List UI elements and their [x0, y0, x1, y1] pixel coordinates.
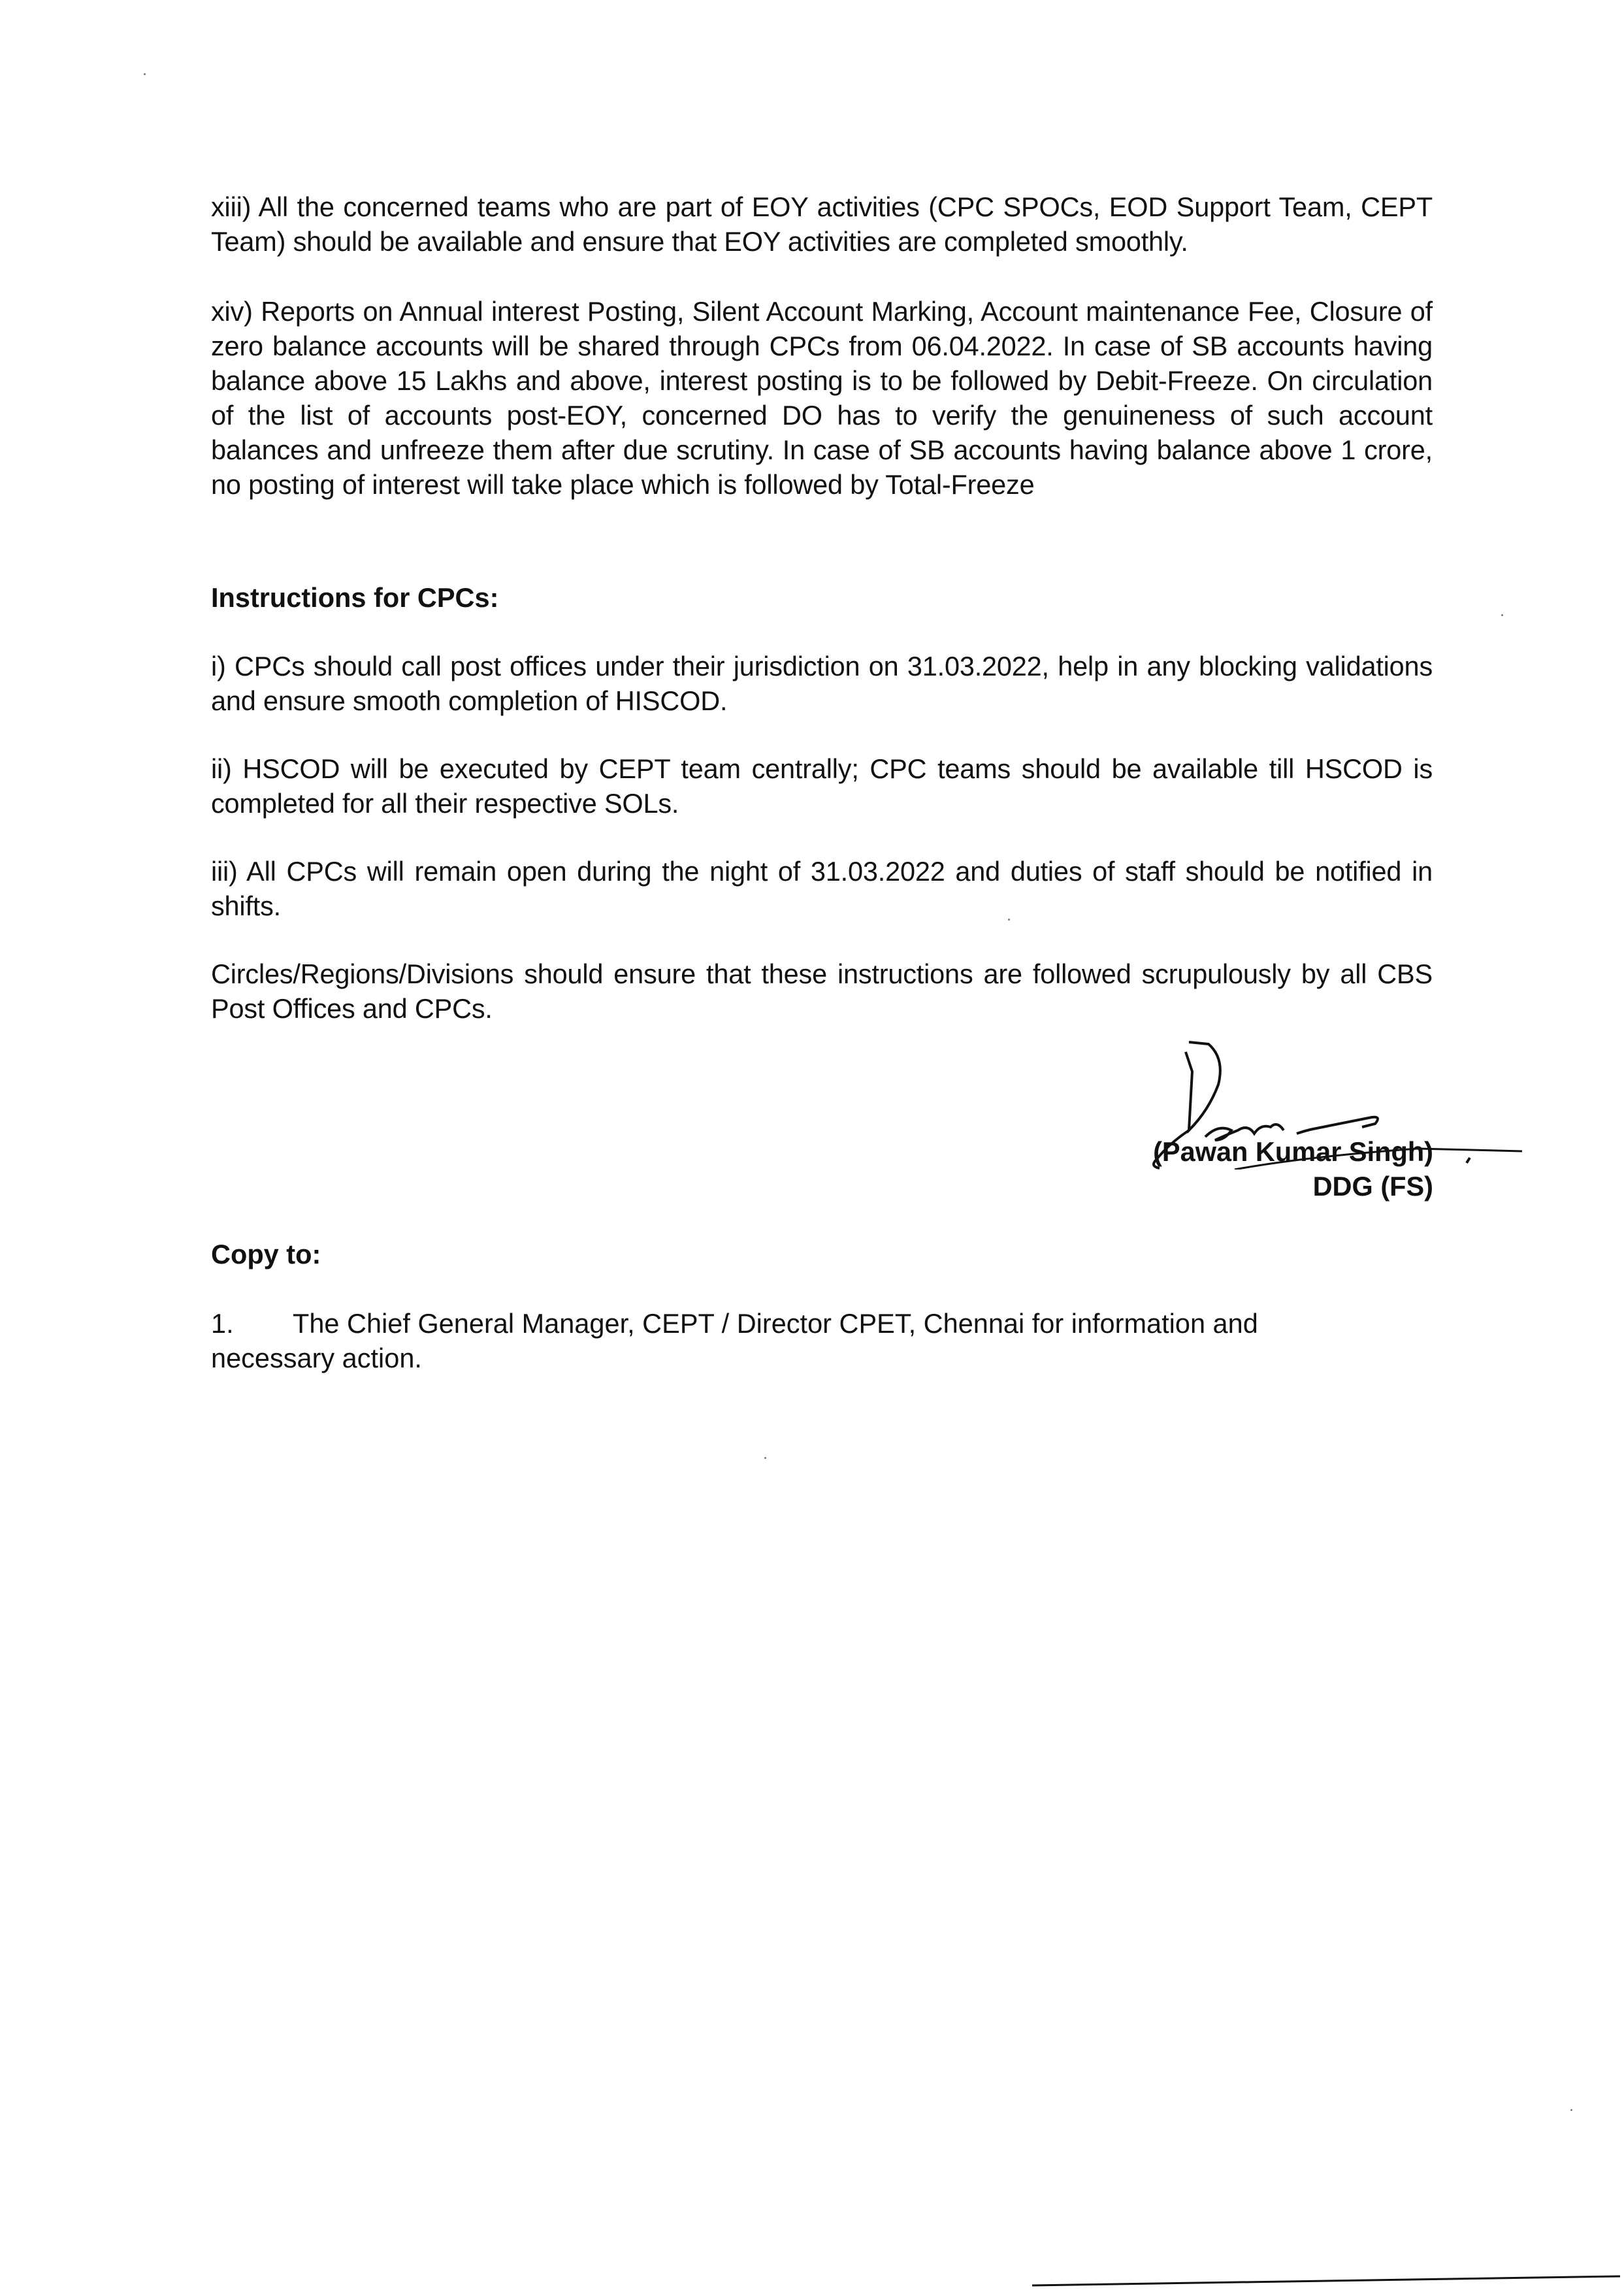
scan-speck [764, 1457, 766, 1459]
scan-speck [1008, 919, 1010, 921]
scan-edge-line [1032, 2274, 1620, 2287]
paragraph-xiv: xiv) Reports on Annual interest Posting, Silent Account Marking, Account maintenance Fee, Closure of zero balance accounts will be shared through CPCs from 06.04.2022. In case of SB accounts having balance above 15 Lakhs and above, interest posting is to be followed by Debit-Freeze. On circulation of the list of accounts post-EOY, concerned DO has to verify the genuineness of such account balances and unfreeze them after due scrutiny. In case of SB accounts having balance above 1 crore, no posting of interest will take place which is followed by Total-Freeze [211, 296, 1433, 500]
copy-to-item-text: The Chief General Manager, CEPT / Director CPET, Chennai for information and necessary action. [211, 1308, 1258, 1373]
closing-paragraph: Circles/Regions/Divisions should ensure that these instructions are followed scrupulously by all CBS Post Offices and CPCs. [211, 958, 1433, 1024]
scan-speck [144, 73, 146, 75]
scan-speck [1570, 2109, 1572, 2111]
scan-speck [1501, 614, 1503, 616]
signatory-designation: DDG (FS) [1312, 1171, 1433, 1202]
cpc-instruction-item: ii) HSCOD will be executed by CEPT team centrally; CPC teams should be available till HSCOD is completed for all their respective SOLs. [211, 753, 1433, 819]
paragraph-xiii: xiii) All the concerned teams who are part of EOY activities (CPC SPOCs, EOD Support Team, CEPT Team) should be available and ensure that EOY activities are completed smoothly. [211, 191, 1433, 257]
signatory-name: (Pawan Kumar Singh) [1153, 1136, 1433, 1167]
copy-to-item [211, 1306, 1387, 1375]
cpc-instruction-item: iii) All CPCs will remain open during the night of 31.03.2022 and duties of staff should be notified in shifts. [211, 856, 1433, 921]
cpc-instructions-heading: Instructions for CPCs: [211, 582, 499, 613]
copy-to-heading: Copy to: [211, 1239, 321, 1269]
cpc-instruction-item: i) CPCs should call post offices under their jurisdiction on 31.03.2022, help in any blocking validations and ensure smooth completion of HISCOD. [211, 651, 1433, 716]
copy-to-item-number: 1. [211, 1308, 234, 1339]
